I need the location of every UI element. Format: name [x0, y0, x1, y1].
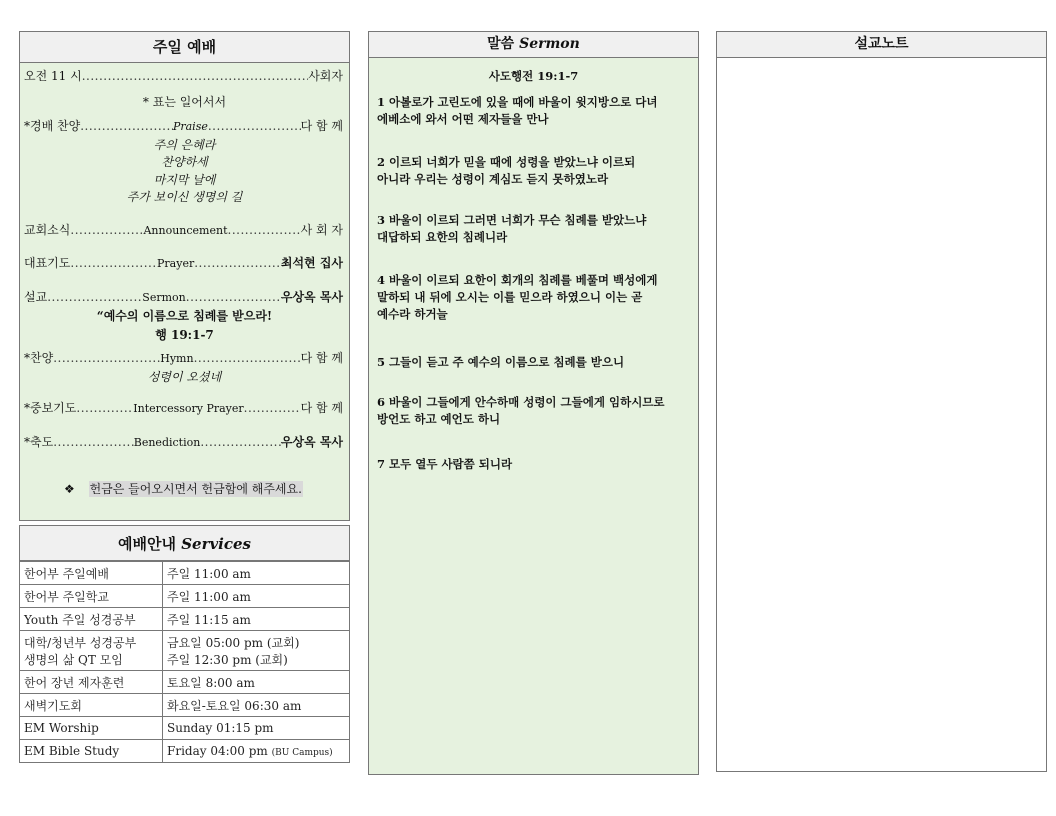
- scripture-verse: 5 그들이 듣고 주 예수의 이름으로 침례를 받으니: [377, 355, 625, 369]
- table-row: 새벽기도회 화요일-토요일 06:30 am: [20, 694, 350, 717]
- order-item-benediction: *축도 ..... Benediction ..... 우상옥 목사: [24, 435, 343, 450]
- sermon-title: “예수의 이름으로 침례를 받으라!: [96, 309, 273, 323]
- offering-note-text: 헌금은 들어오시면서 헌금함에 해주세요.: [89, 482, 302, 496]
- table-row: EM Bible Study Friday 04:00 pm (BU Campus): [20, 740, 350, 763]
- sermon-reference: 행 19:1-7: [155, 328, 214, 342]
- scripture-verse: 2 이르되 너희가 믿을 때에 성령을 받았느냐 이르되 아니라 우리는 성령이 계심도 듣지 못하였노라: [377, 155, 636, 186]
- worship-time: 오전 11 시: [24, 69, 82, 83]
- order-item-praise: *경배 찬양 ..... Praise ..... 다 함 께: [24, 119, 343, 134]
- scripture-reference: 사도행전 19:1-7: [488, 69, 579, 83]
- order-item-prayer: 대표기도 ..... Prayer ..... 최석현 집사: [24, 256, 343, 271]
- sermon-panel-title: 말씀 Sermon: [369, 32, 698, 58]
- scripture-verse: 7 모두 열두 사람쯤 되니라: [377, 457, 513, 471]
- scripture-verse: 6 바울이 그들에게 안수하매 성령이 그들에게 임하시므로 방언도 하고 예언도 하니: [377, 395, 665, 426]
- diamond-bullet-icon: ❖: [64, 482, 75, 496]
- notes-panel: [716, 31, 1047, 772]
- offering-note: [64, 481, 303, 497]
- table-row: 한어부 주일학교 주일 11:00 am: [20, 585, 350, 608]
- worship-time-row: [24, 69, 343, 84]
- praise-song: 주가 보이신 생명의 길: [126, 190, 243, 204]
- stand-note: * 표는 일어서서: [142, 95, 227, 109]
- worship-leader-label: 사회자: [308, 69, 343, 83]
- praise-song: 주의 은혜라: [153, 138, 216, 152]
- table-row: 한어부 주일예배 주일 11:00 am: [20, 562, 350, 585]
- table-row: Youth 주일 성경공부 주일 11:15 am: [20, 608, 350, 631]
- order-item-intercessory: *중보기도 ..... Intercessory Prayer ..... 다 함 께: [24, 401, 343, 416]
- worship-panel: [19, 31, 350, 521]
- notes-area[interactable]: [717, 58, 1046, 771]
- order-item-sermon: 설교 ..... Sermon ..... 우상옥 목사: [24, 290, 343, 305]
- table-row: 대학/청년부 성경공부 생명의 삶 QT 모임 금요일 05:00 pm (교회) 주일 12:30 pm (교회): [20, 631, 350, 671]
- services-title: 예배안내 Services: [19, 525, 350, 561]
- scripture-verse: 3 바울이 이르되 그러면 너희가 무슨 침례를 받았느냐 대답하되 요한의 침례니라: [377, 213, 647, 244]
- scripture-verse: 4 바울이 이르되 요한이 회개의 침례를 베풀며 백성에게 말하되 내 뒤에 오시는 이를 믿으라 하였으니 이는 곧 예수라 하거늘: [377, 273, 658, 321]
- scripture-verse: 1 아볼로가 고린도에 있을 때에 바울이 윗지방으로 다녀 에베소에 와서 어떤 제자들을 만나: [377, 95, 658, 126]
- praise-song: 마지막 날에: [153, 173, 216, 187]
- hymn-song: 성령이 오셨네: [147, 370, 222, 384]
- services-panel: [19, 525, 350, 763]
- order-item-announcement: 교회소식 ..... Announcement ..... 사 회 자: [24, 223, 343, 238]
- worship-title: 주일 예배: [20, 32, 349, 63]
- praise-song: 찬양하세: [161, 155, 208, 169]
- table-row: EM Worship Sunday 01:15 pm: [20, 717, 350, 740]
- order-item-hymn: *찬양 ..... Hymn ..... 다 함 께: [24, 351, 343, 366]
- table-row: 한어 장년 제자훈련 토요일 8:00 am: [20, 671, 350, 694]
- services-table: [19, 561, 350, 763]
- sermon-panel: [368, 31, 699, 775]
- sermon-text: [369, 58, 698, 774]
- notes-title: 설교노트: [717, 32, 1046, 58]
- worship-order: [20, 63, 349, 520]
